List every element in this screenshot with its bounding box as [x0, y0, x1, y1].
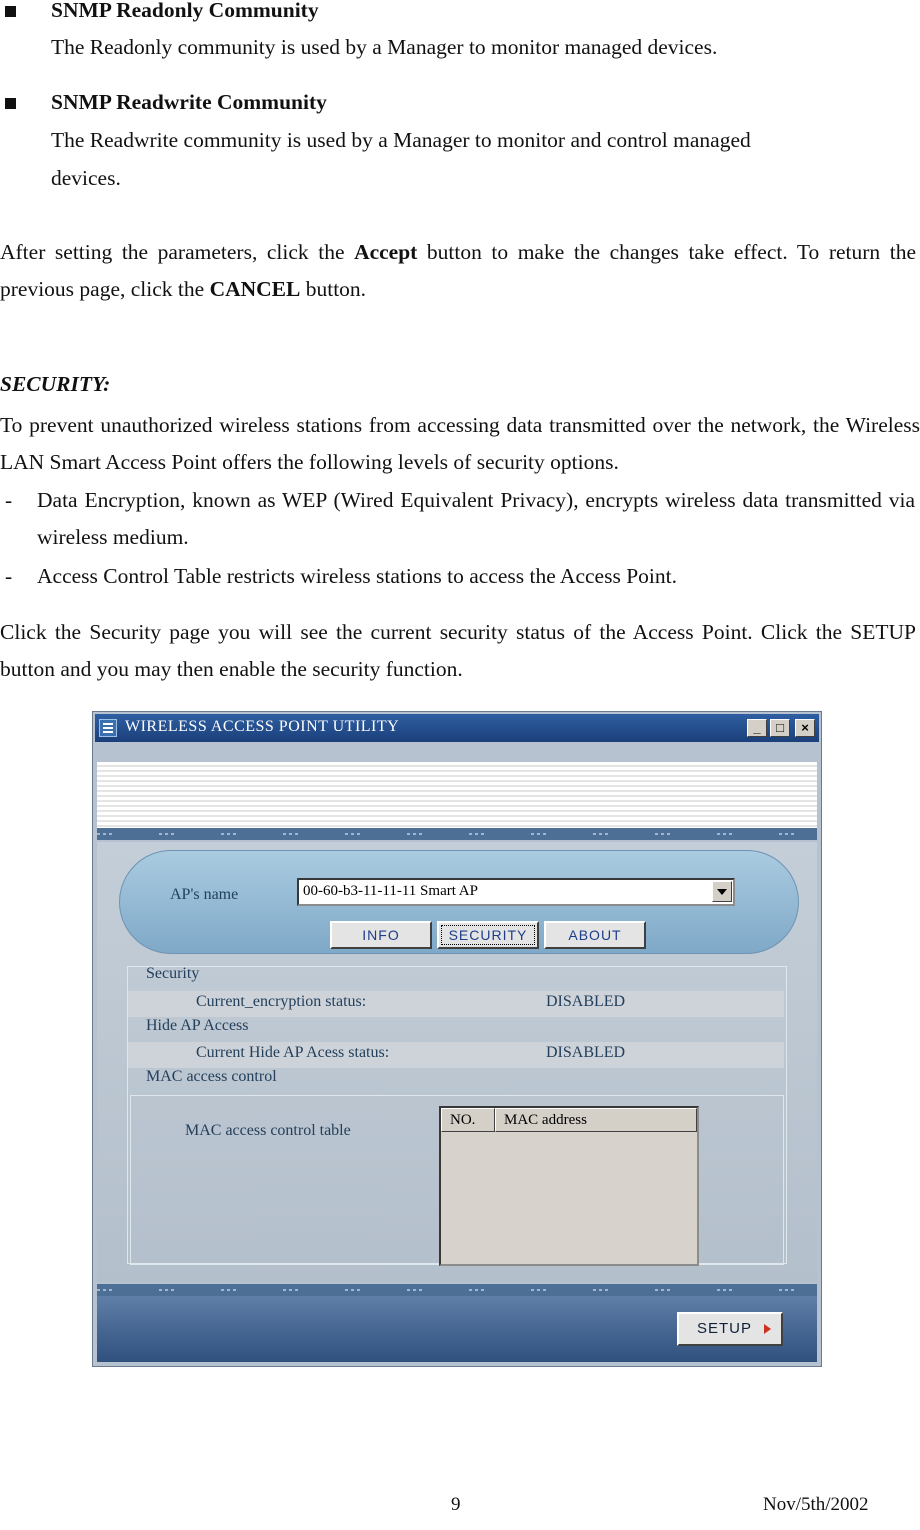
window-title: WIRELESS ACCESS POINT UTILITY	[125, 718, 400, 735]
ap-name-label: AP's name	[170, 886, 239, 903]
utility-window	[92, 711, 822, 1367]
accept-word: Accept	[354, 240, 418, 264]
maximize-icon[interactable]: □	[770, 719, 790, 737]
snmp-readwrite-text-line1: The Readwrite community is used by a Manager to monitor and control managed	[51, 128, 751, 152]
setup-label: SETUP	[697, 1320, 753, 1337]
hide-ap-status-row	[128, 1042, 784, 1068]
snmp-readonly-heading: SNMP Readonly Community	[51, 0, 319, 22]
list-dash: -	[5, 488, 13, 512]
encryption-status-value: DISABLED	[546, 993, 626, 1010]
divider-bar	[97, 828, 817, 840]
security-heading: SECURITY:	[0, 372, 111, 396]
hide-ap-status-label: Current Hide AP Acess status:	[196, 1044, 390, 1061]
minimize-icon[interactable]: _	[747, 719, 767, 737]
security-intro: To prevent unauthorized wireless stations from accessing data transmitted over the network, the Wireless LAN Smart Access Point offers the following levels of security options.	[0, 413, 920, 474]
chevron-down-icon[interactable]	[712, 881, 732, 902]
security-section-head: Security	[146, 965, 200, 982]
footer-date: Nov/5th/2002	[763, 1494, 869, 1515]
page-number: 9	[451, 1494, 461, 1515]
after-setting-post: button.	[300, 277, 367, 301]
list-item-access-control: Access Control Table restricts wireless stations to access the Access Point.	[37, 564, 677, 588]
ap-name-select[interactable]	[297, 878, 735, 906]
mac-table[interactable]	[439, 1106, 699, 1266]
after-setting-paragraph	[0, 234, 916, 308]
encryption-status-label: Current_encryption status:	[196, 993, 367, 1010]
list-item-encryption: Data Encryption, known as WEP (Wired Equivalent Privacy), encrypts wireless data transmitted via wireless medium.	[37, 488, 915, 549]
main-content	[97, 842, 817, 1282]
tab-info[interactable]: INFO	[330, 921, 432, 949]
title-bar	[95, 714, 819, 742]
divider-bar	[97, 1284, 817, 1296]
security-click-text: Click the Security page you will see the current security status of the Access Point. Click the SETUP button and you may then enable the security function.	[0, 620, 916, 681]
arrow-right-icon	[764, 1324, 771, 1334]
snmp-readwrite-heading: SNMP Readwrite Community	[51, 90, 327, 114]
header-banner	[97, 762, 817, 828]
ap-selector-panel	[119, 850, 799, 954]
security-panel	[127, 966, 787, 1264]
bullet-square-icon	[5, 98, 16, 109]
after-setting-mid: button to make the changes take effect. To return the previous page, click the	[0, 240, 917, 301]
snmp-readonly-text: The Readonly community is used by a Manager to monitor managed devices.	[51, 35, 718, 59]
hide-ap-section-head: Hide AP Access	[146, 1017, 249, 1034]
encryption-status-row	[128, 991, 784, 1017]
after-setting-pre: After setting the parameters, click the	[0, 240, 355, 264]
hide-ap-status-value: DISABLED	[546, 1044, 626, 1061]
col-header-no[interactable]: NO.	[441, 1108, 495, 1132]
setup-button[interactable]	[677, 1312, 783, 1346]
col-header-mac[interactable]: MAC address	[495, 1108, 697, 1132]
ap-name-value: 00-60-b3-11-11-11 Smart AP	[303, 883, 478, 899]
mac-section-head: MAC access control	[146, 1068, 277, 1085]
tab-about[interactable]: ABOUT	[544, 921, 646, 949]
bullet-square-icon	[5, 6, 16, 17]
cancel-word: CANCEL	[209, 277, 301, 301]
close-icon[interactable]: ×	[795, 719, 815, 737]
mac-table-label: MAC access control table	[185, 1122, 351, 1139]
app-icon	[99, 719, 117, 737]
snmp-readwrite-text-line2: devices.	[51, 166, 121, 190]
list-dash: -	[5, 564, 13, 588]
tab-security[interactable]: SECURITY	[437, 921, 539, 949]
window-footer	[97, 1296, 817, 1362]
mac-control-box	[130, 1095, 784, 1265]
